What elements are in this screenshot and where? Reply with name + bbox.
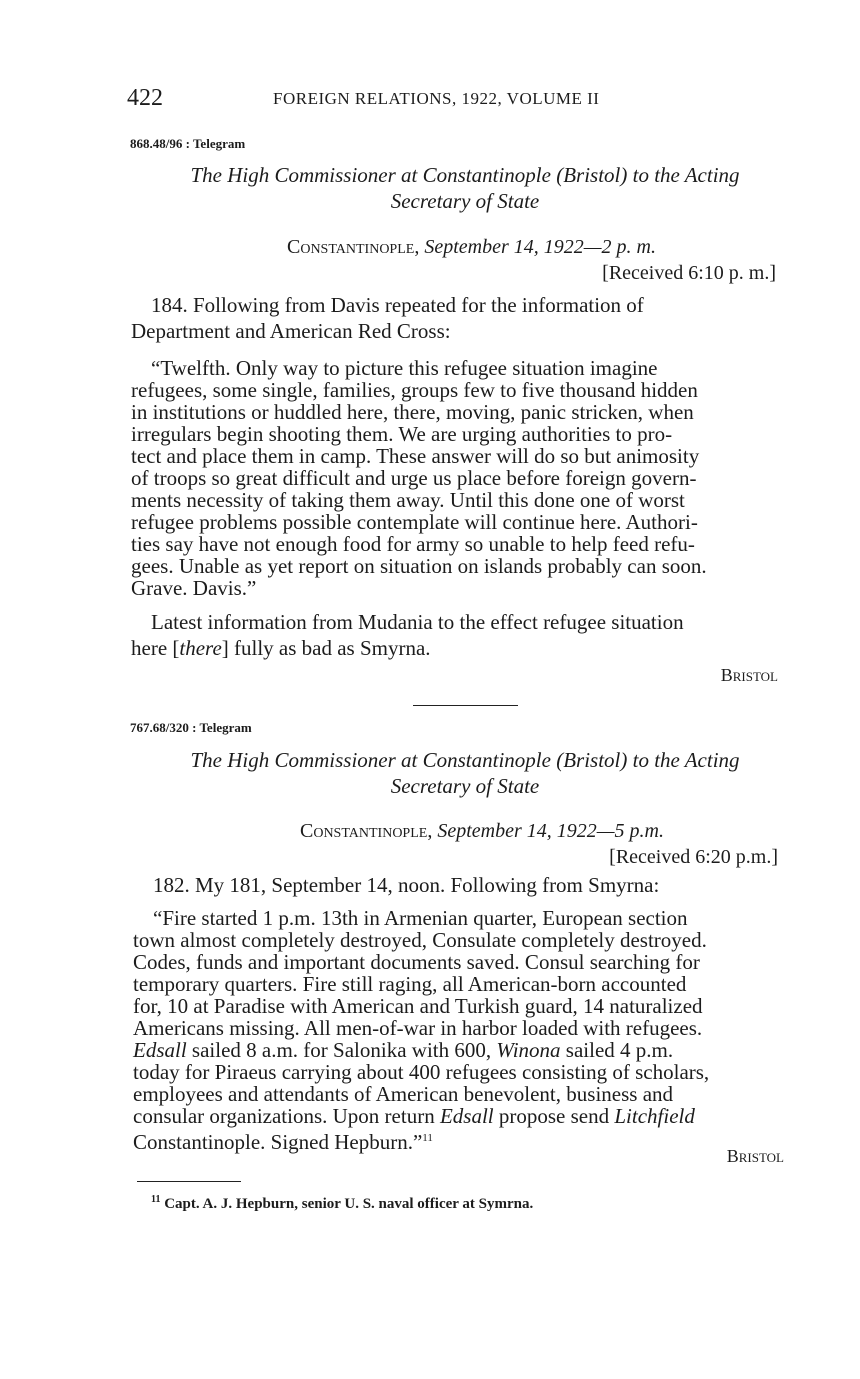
dateline-1 <box>287 236 656 259</box>
quote-2-line: Americans missing. All men-of-war in harbor loaded with refugees. <box>133 1016 703 1040</box>
quote-1-line: refugees, some single, families, groups few to five thousand hidden <box>131 378 698 402</box>
quote-1-line: of troops so great difficult and urge us place before foreign govern- <box>131 466 697 490</box>
text-segment: propose send <box>493 1104 615 1128</box>
signature-1: Bristol <box>720 665 778 685</box>
text-segment: sailed 4 p.m. <box>560 1038 674 1062</box>
running-title: FOREIGN RELATIONS, 1922, VOLUME II <box>273 89 600 108</box>
dateline-2-date: September 14, 1922—5 p.m. <box>437 820 664 842</box>
footnote-marker: 11 <box>151 1194 161 1205</box>
quote-2-line: temporary quarters. Fire still raging, all American-born accounted <box>133 972 687 996</box>
quote-1-line: gees. Unable as yet report on situation on islands probably can soon. <box>131 554 707 578</box>
quote-2-line <box>133 1105 695 1127</box>
page-number: 422 <box>127 85 163 111</box>
dateline-2-place: Constantinople, <box>300 820 433 842</box>
quote-2-line <box>133 1127 433 1153</box>
section-divider <box>413 705 518 706</box>
quote-1-line: ments necessity of taking them away. Until this done one of worst <box>131 488 685 512</box>
quote-1-line: refugee problems possible contemplate will continue here. Authori- <box>131 510 698 534</box>
quote-2-line: for, 10 at Paradise with American and Turkish guard, 14 naturalized <box>133 994 703 1018</box>
quote-1-line: ties say have not enough food for army so unable to help feed refu- <box>131 532 695 556</box>
ship-name: Litchfield <box>614 1104 695 1128</box>
quote-2-line: “Fire started 1 p.m. 13th in Armenian quarter, European section <box>153 906 688 930</box>
quote-1-line: Grave. Davis.” <box>131 576 257 600</box>
footnote <box>151 1194 533 1213</box>
text-segment: sailed 8 a.m. for Salonika with 600, <box>186 1038 497 1062</box>
quote-2-line: Codes, funds and important documents saved. Consul searching for <box>133 950 700 974</box>
paragraph-3-line-2 <box>131 637 431 659</box>
quote-1-line: tect and place them in camp. These answer will do so but animosity <box>131 444 700 468</box>
text-segment: here [ <box>131 636 180 660</box>
heading-1-line-1: The High Commissioner at Constantinople (Bristol) to the Acting <box>190 163 740 187</box>
paragraph-1-line-2: Department and American Red Cross: <box>131 319 451 343</box>
file-number-1: 868.48/96 : Telegram <box>130 136 246 151</box>
received-1: [Received 6:10 p. m.] <box>602 262 776 284</box>
quote-1-line: in institutions or huddled here, there, moving, panic stricken, when <box>131 400 694 424</box>
text-segment: consular organizations. Upon return <box>133 1104 440 1128</box>
ship-name: Winona <box>496 1038 561 1062</box>
dateline-1-place: Constantinople, <box>287 236 420 258</box>
footnote-reference: 11 <box>422 1132 433 1144</box>
quote-1-line: irregulars begin shooting them. We are urging authorities to pro- <box>131 422 673 446</box>
text-segment: Constantinople. Signed Hepburn.” <box>133 1130 423 1154</box>
paragraph-3-line-1: Latest information from Mudania to the effect refugee situation <box>151 610 684 634</box>
quote-2-line <box>133 1039 673 1061</box>
footnote-text: Capt. A. J. Hepburn, senior U. S. naval officer at Symrna. <box>164 1196 534 1212</box>
received-2: [Received 6:20 p.m.] <box>609 846 778 868</box>
telegram-heading-2 <box>120 747 810 799</box>
text-segment: ] fully as bad as Smyrna. <box>221 636 431 660</box>
quote-2-line: town almost completely destroyed, Consulate completely destroyed. <box>133 928 707 952</box>
heading-1-line-2: Secretary of State <box>390 189 540 213</box>
editorial-insertion: there <box>179 636 222 660</box>
dateline-1-date: September 14, 1922—2 p. m. <box>424 236 656 258</box>
footnote-rule <box>137 1181 241 1182</box>
paragraph-4: 182. My 181, September 14, noon. Following from Smyrna: <box>153 873 660 897</box>
ship-name: Edsall <box>133 1038 187 1062</box>
file-number-2: 767.68/320 : Telegram <box>130 720 252 735</box>
quote-2-line: employees and attendants of American benevolent, business and <box>133 1082 674 1106</box>
heading-2-line-2: Secretary of State <box>390 774 540 798</box>
paragraph-1-line-1: 184. Following from Davis repeated for the information of <box>151 293 644 317</box>
ship-name: Edsall <box>439 1104 494 1128</box>
signature-2: Bristol <box>726 1146 784 1166</box>
quote-1-line: “Twelfth. Only way to picture this refugee situation imagine <box>151 356 658 380</box>
heading-2-line-1: The High Commissioner at Constantinople (Bristol) to the Acting <box>190 748 740 772</box>
telegram-heading-1 <box>120 162 810 214</box>
dateline-2 <box>300 820 664 843</box>
quote-2-line: today for Piraeus carrying about 400 refugees consisting of scholars, <box>133 1060 710 1084</box>
